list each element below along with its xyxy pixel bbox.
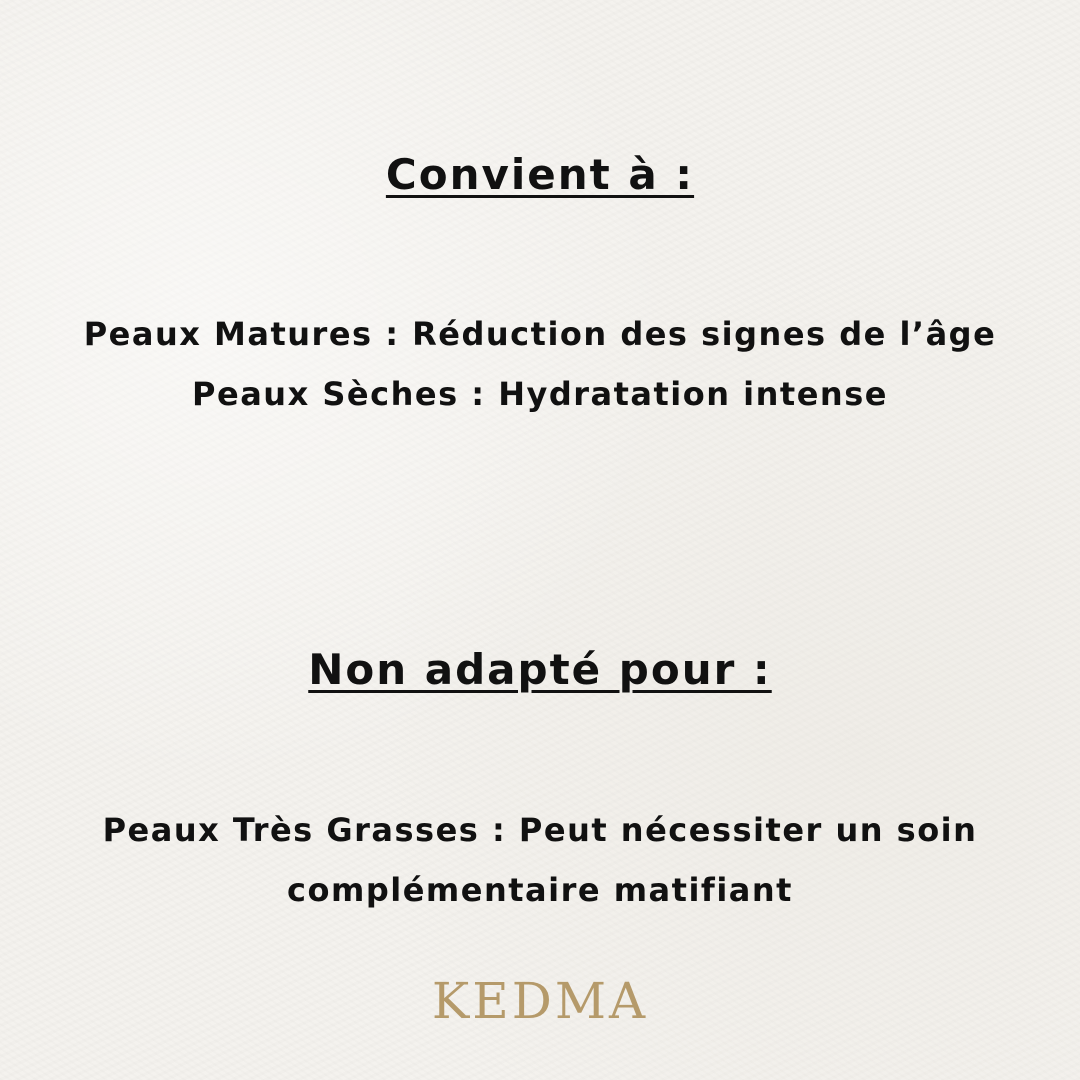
suitable-item-dry-skin: Peaux Sèches : Hydratation intense bbox=[192, 375, 888, 413]
not-suitable-heading-text: Non adapté pour : bbox=[308, 645, 772, 694]
not-suitable-item-line-2: complémentaire matifiant bbox=[287, 871, 793, 909]
not-suitable-item-line-1: Peaux Très Grasses : Peut nécessiter un soin bbox=[102, 811, 978, 849]
brand-logo: KEDMA bbox=[431, 972, 649, 1030]
suitable-heading-text: Convient à : bbox=[385, 150, 695, 199]
suitable-heading bbox=[0, 150, 1080, 199]
not-suitable-heading bbox=[0, 645, 1080, 694]
suitable-item-mature-skin: Peaux Matures : Réduction des signes de l’âge bbox=[83, 315, 997, 353]
